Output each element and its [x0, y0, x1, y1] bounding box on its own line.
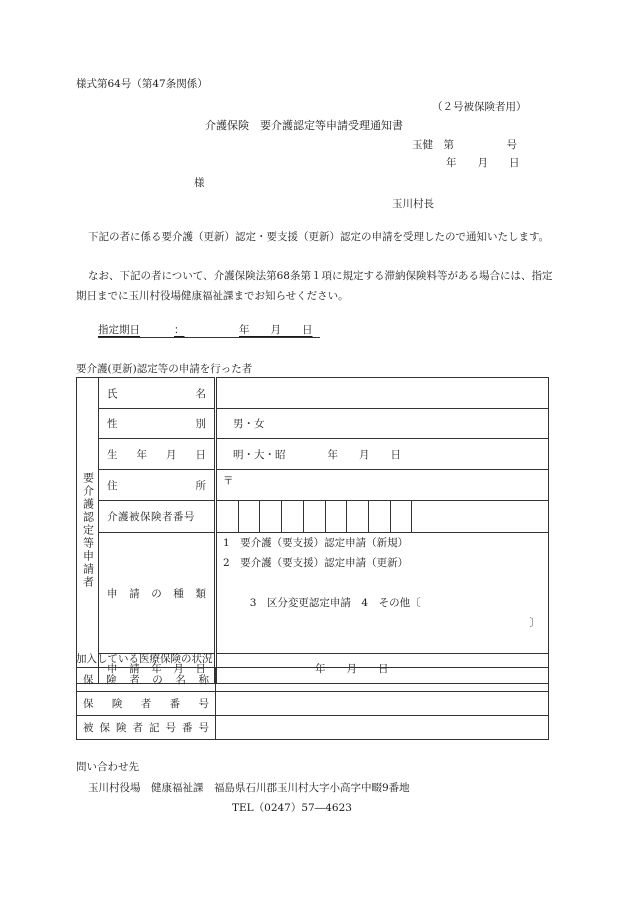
document-title: 介護保険 要介護認定等申請受理通知書	[205, 119, 403, 132]
application-date-label: 申 請 年 月 日	[107, 663, 206, 675]
insured-symbol-field[interactable]	[216, 716, 549, 740]
application-type-option-3[interactable]	[223, 573, 548, 653]
table-row	[77, 533, 549, 654]
table-row	[77, 692, 549, 716]
table-row	[77, 501, 549, 533]
table-row	[77, 716, 549, 740]
sender: 玉川村長	[392, 198, 434, 210]
document-number: 玉健 第 号	[412, 139, 517, 151]
table-row	[77, 470, 549, 501]
applicant-vertical-label-cell	[77, 378, 99, 684]
insured-number-field[interactable]	[216, 501, 549, 533]
applicant-table	[76, 377, 549, 684]
contact-phone: TEL（0247）57―4623	[232, 802, 352, 814]
notice-paragraph-1: 下記の者に係る要介護（更新）認定・要支援（更新）認定の申請を受理したので通知いたします。	[88, 231, 550, 243]
addressee-suffix: 様	[194, 177, 205, 189]
application-type-option-1[interactable]: 1 要介護（要支援）認定申請（新規）	[223, 537, 409, 549]
sex-field[interactable]: 男・女	[216, 409, 549, 439]
applicant-vertical-label: 要介護認定等申請者	[81, 472, 95, 589]
other-close-bracket: 〕	[529, 617, 540, 629]
birth-label-cell	[99, 439, 216, 470]
insurer-number-label: 保 険 者 番 号	[83, 698, 209, 710]
insured-symbol-label: 被 保 険 者 記 号 番 号	[83, 722, 209, 734]
deadline-value: 年 月 日	[239, 324, 313, 336]
insurer-name-label: 保 険 者 の 名 称	[83, 674, 209, 686]
sex-label: 性 別	[107, 418, 206, 430]
application-type-option-2[interactable]: 2 要介護（要支援）認定申請（更新）	[223, 557, 409, 569]
address-label-cell	[99, 470, 216, 501]
address-label: 住 所	[107, 479, 206, 492]
application-type-field[interactable]	[216, 533, 549, 654]
name-field[interactable]	[216, 378, 549, 409]
deadline-underline	[98, 337, 320, 338]
notice-paragraph-2: なお、下記の者について、介護保険法第68条第１項に規定する滞納保険料等がある場合には、指定期日までに玉川村役場健康福祉課までお知らせください。	[76, 270, 553, 302]
insurer-name-field[interactable]	[216, 668, 549, 692]
applicant-caption: 要介護(更新)認定等の申請を行った者	[76, 363, 253, 375]
sex-label-cell	[99, 409, 216, 439]
contact-address: 玉川村役場 健康福祉課 福島県石川郡玉川村大字小高字中畷9番地	[88, 782, 410, 794]
deadline-colon: ：	[174, 324, 185, 336]
address-field[interactable]: 〒	[216, 470, 549, 501]
birth-label: 生 年 月 日	[107, 448, 206, 461]
application-type-option-3-text: 3 区分変更認定申請 4 その他〔	[249, 597, 421, 609]
application-type-label-cell	[99, 533, 216, 654]
insured-type: （２号被保険者用）	[432, 101, 527, 113]
application-date-field[interactable]: 年 月 日	[216, 654, 549, 684]
insured-number-label-cell	[99, 501, 216, 533]
form-number: 様式第64号（第47条関係）	[76, 78, 208, 90]
insured-symbol-label-cell	[77, 716, 216, 740]
issue-date: 年 月 日	[446, 157, 520, 169]
table-row	[77, 439, 549, 470]
insurer-number-field[interactable]	[216, 692, 549, 716]
deadline-label: 指定期日	[98, 324, 140, 336]
insurance-caption: 加入している医療保険の状況	[76, 653, 213, 665]
table-row	[77, 668, 549, 692]
application-type-label: 申 請 の 種 類	[107, 587, 206, 600]
birth-field[interactable]: 明・大・昭 年 月 日	[216, 439, 549, 470]
insured-number-boxes	[217, 501, 433, 532]
insurer-number-label-cell	[77, 692, 216, 716]
table-row	[77, 378, 549, 409]
contact-heading: 問い合わせ先	[76, 761, 139, 773]
insurer-name-label-cell	[77, 668, 216, 692]
insured-number-label: 介護被保険者番号	[107, 511, 195, 523]
table-row	[77, 409, 549, 439]
insurance-table	[76, 667, 549, 740]
name-label-cell	[99, 378, 216, 409]
name-label: 氏 名	[107, 387, 206, 400]
